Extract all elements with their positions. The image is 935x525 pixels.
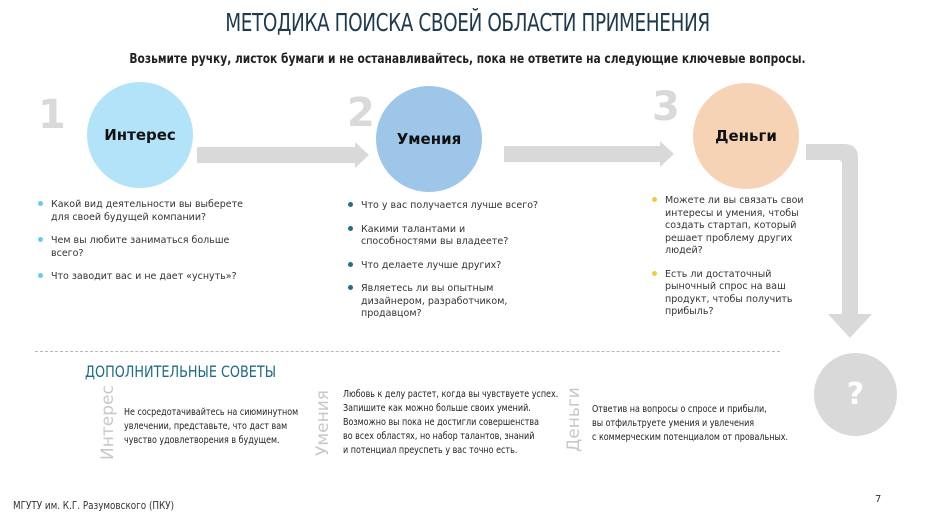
step-2-questions [348, 200, 543, 332]
footer-institution: МГУТУ им. К.Г. Разумовского (ПКУ) [13, 499, 175, 512]
bullet-icon [348, 226, 353, 231]
tip-2-text: Любовь к делу растет, когда вы чувствуете успех. Запишите как можно больше своих умений. Возможно вы пока не достигли совершенства во всех областях, но набор талантов, знаний и потенциал преуспеть у вас точно есть. [343, 389, 559, 456]
list-item: Что у вас получается лучше всего? [348, 200, 543, 213]
step-3-questions [652, 195, 822, 330]
tip-3-text: Ответив на вопросы о спросе и прибыли, вы отфильтруете умения и увлечения с коммерческим потенциалом от провальных. [592, 404, 789, 443]
bullet-icon [652, 271, 657, 276]
tip-2-label: Умения [313, 389, 333, 456]
bullet-icon [38, 237, 43, 242]
tip-1-text: Не сосредотачивайтесь на сиюминутном увлечении, представьте, что даст вам чувство удовлетворения в будущем. [124, 407, 299, 446]
list-item: Какой вид деятельности вы выберете для своей будущей компании? [38, 199, 248, 224]
arrow-right-icon [197, 142, 369, 168]
bullet-icon [348, 262, 353, 267]
tip-1-label: Интерес [98, 385, 118, 460]
bullet-icon [38, 273, 43, 278]
page-title: МЕТОДИКА ПОИСКА СВОЕЙ ОБЛАСТИ ПРИМЕНЕНИЯ [225, 8, 710, 37]
bullet-icon [38, 201, 43, 206]
step-2-number: 2 [347, 90, 375, 136]
step-2-circle [376, 86, 482, 192]
step-1-label: Интерес [104, 126, 176, 144]
tip-3-label: Деньги [564, 387, 584, 452]
question-mark-icon: ? [846, 377, 865, 412]
bullet-icon [348, 285, 353, 290]
list-item: Какими талантами и способностями вы владеете? [348, 224, 543, 249]
step-3-circle [693, 83, 799, 189]
list-item: Что заводит вас и не дает «уснуть»? [38, 271, 248, 284]
page-subtitle: Возьмите ручку, листок бумаги и не останавливайтесь, пока не ответите на следующие ключевые вопросы. [129, 52, 806, 67]
step-3-label: Деньги [715, 127, 777, 145]
tips-title: ДОПОЛНИТЕЛЬНЫЕ СОВЕТЫ [85, 362, 276, 381]
step-2-label: Умения [396, 130, 462, 148]
bullet-icon [652, 197, 657, 202]
step-1-questions [38, 199, 248, 295]
step-1-number: 1 [38, 92, 66, 138]
page-number: 7 [875, 494, 882, 505]
section-divider [35, 351, 780, 352]
arrow-right-icon [504, 141, 674, 167]
list-item: Можете ли вы связать свои интересы и умения, чтобы создать стартап, который решает проблему других людей? [652, 195, 822, 258]
list-item: Есть ли достаточный рыночный спрос на ваш продукт, чтобы получить прибыль? [652, 269, 822, 319]
bullet-icon [348, 202, 353, 207]
list-item: Что делаете лучше других? [348, 260, 543, 273]
result-circle [814, 353, 897, 436]
step-1-circle [87, 82, 193, 188]
list-item: Являетесь ли вы опытным дизайнером, разработчиком, продавцом? [348, 283, 543, 321]
list-item: Чем вы любите заниматься больше всего? [38, 235, 248, 260]
step-3-number: 3 [652, 84, 680, 130]
